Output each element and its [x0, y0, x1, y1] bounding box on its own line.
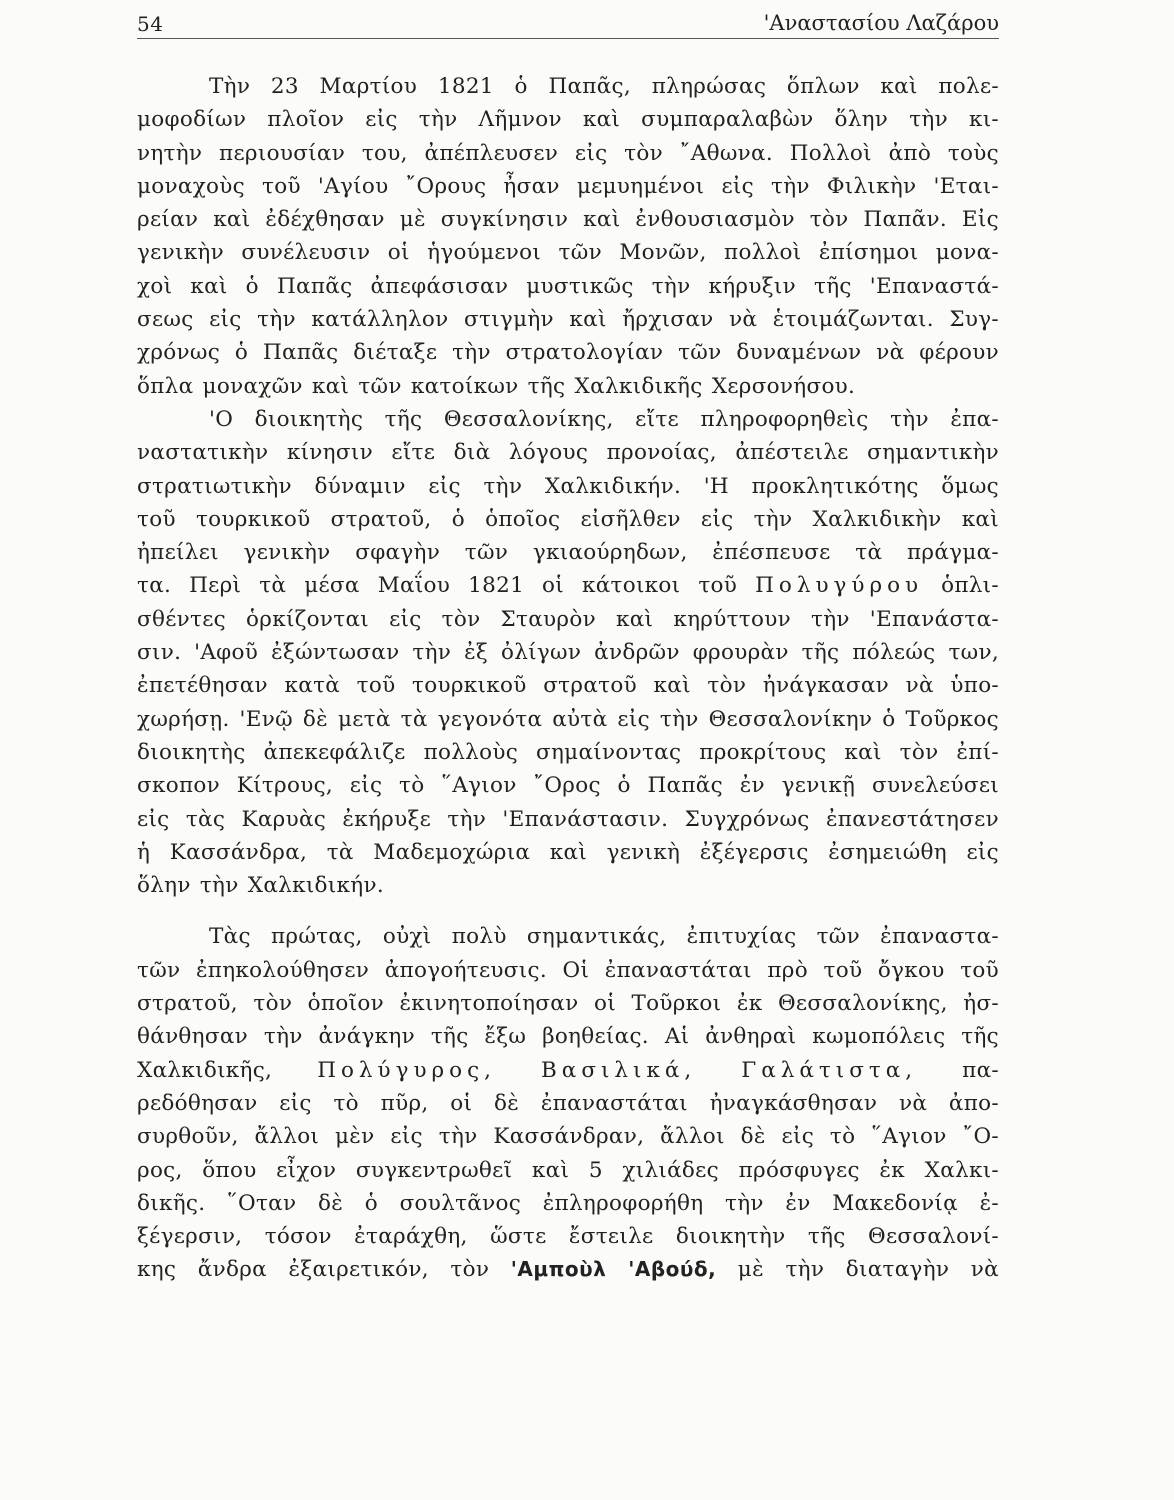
paragraph-2 — [137, 403, 999, 902]
text-segment: κης ἄνδρα ἐξαιρετικόν, τὸν — [137, 1257, 490, 1283]
text-line: ξέγερσιν, τόσον ἐταράχθη, ὥστε ἔστειλε διοικητὴν τῆς Θεσσαλονί- — [137, 1224, 999, 1250]
text-line: στρατοῦ, τὸν ὁποῖον ἐκινητοποίησαν οἱ Τοῦρκοι ἐκ Θεσσαλονίκης, ἠσ- — [137, 991, 999, 1017]
text-segment: ὁπλι- — [941, 573, 999, 599]
text-line: ναστατικὴν κίνησιν εἴτε διὰ λόγους προνοίας, ἀπέστειλε σημαντικὴν — [137, 440, 999, 466]
text-line: ἡ Κασσάνδρα, τὰ Μαδεμοχώρια καὶ γενικὴ ἐξέγερσις ἐσημειώθη εἰς — [137, 839, 999, 865]
text-line: Τὰς πρώτας, οὐχὶ πολὺ σημαντικάς, ἐπιτυχίας τῶν ἐπαναστα- — [209, 924, 999, 950]
text-line: σιν. 'Αφοῦ ἐξώντωσαν τὴν ἐξ ὀλίγων ἀνδρῶν φρουρὰν τῆς πόλεώς των, — [137, 640, 999, 666]
text-line: συρθοῦν, ἄλλοι μὲν εἰς τὴν Κασσάνδραν, ἄλλοι δὲ εἰς τὸ ῞Αγιον ῎Ο- — [137, 1124, 999, 1150]
text-line: ἐπετέθησαν κατὰ τοῦ τουρκικοῦ στρατοῦ καὶ τὸν ἠνάγκασαν νὰ ὑπο- — [137, 673, 999, 699]
paragraph-1 — [137, 70, 999, 403]
text-line: ὅλην τὴν Χαλκιδικήν. — [137, 873, 384, 899]
text-line: χωρήσῃ. 'Ενῷ δὲ μετὰ τὰ γεγονότα αὐτὰ εἰς τὴν Θεσσαλονίκην ὁ Τοῦρκος — [137, 706, 999, 732]
text-line: μοφοδίων πλοῖον εἰς τὴν Λῆμνον καὶ συμπαραλαβὼν ὅλην τὴν κι- — [137, 107, 999, 133]
running-head: 'Αναστασίου Λαζάρου — [763, 11, 999, 35]
text-line: ρείαν καὶ ἐδέχθησαν μὲ συγκίνησιν καὶ ἐνθουσιασμὸν τὸν Παπᾶν. Εἰς — [137, 207, 999, 233]
text-segment: τα. Περὶ τὰ μέσα Μαΐου 1821 οἱ κάτοικοι τοῦ — [137, 573, 738, 599]
text-line — [137, 1253, 999, 1286]
text-segment: πα- — [962, 1057, 999, 1083]
text-line: εἰς τὰς Καρυὰς ἐκήρυξε τὴν 'Επανάστασιν. Συγχρόνως ἐπανεστάτησεν — [137, 806, 999, 832]
text-line: τῶν ἐπηκολούθησεν ἀπογοήτευσις. Οἱ ἐπαναστάται πρὸ τοῦ ὄγκου τοῦ — [137, 957, 999, 983]
text-line: δικῆς. ῞Οταν δὲ ὁ σουλτᾶνος ἐπληροφορήθη τὴν ἐν Μακεδονίᾳ ἐ- — [137, 1190, 999, 1216]
place-name-spaced: Πολυγύρου — [755, 573, 924, 599]
text-line: θάνθησαν τὴν ἀνάγκην τῆς ἔξω βοηθείας. Αἱ ἀνθηραὶ κωμοπόλεις τῆς — [137, 1024, 999, 1050]
page-number: 54 — [137, 12, 164, 36]
place-name-spaced: Πολύγυρος, — [317, 1057, 496, 1083]
text-line: σθέντες ὁρκίζονται εἰς τὸν Σταυρὸν καὶ κηρύττουν τὴν 'Επανάστα- — [137, 606, 999, 632]
text-line — [137, 1054, 999, 1087]
text-line — [137, 569, 999, 602]
person-name-bold: 'Αμποὺλ 'Αβούδ, — [510, 1257, 717, 1282]
text-line: χοὶ καὶ ὁ Παπᾶς ἀπεφάσισαν μυστικῶς τὴν κήρυξιν τῆς 'Επαναστά- — [137, 273, 999, 299]
text-segment: Χαλκιδικῆς, — [137, 1057, 273, 1083]
place-name-spaced: Γαλάτιστα, — [741, 1057, 918, 1083]
paragraph-gap — [137, 902, 999, 920]
text-line: διοικητὴς ἀπεκεφάλιζε πολλοὺς σημαίνοντας προκρίτους καὶ τὸν ἐπί- — [137, 739, 999, 765]
body-text — [137, 70, 999, 1287]
text-line: νητὴν περιουσίαν του, ἀπέπλευσεν εἰς τὸν ῎Αθωνα. Πολλοὶ ἀπὸ τοὺς — [137, 140, 999, 166]
text-line: στρατιωτικὴν δύναμιν εἰς τὴν Χαλκιδικήν. 'Η προκλητικότης ὅμως — [137, 473, 999, 499]
text-line: 'Ο διοικητὴς τῆς Θεσσαλονίκης, εἴτε πληροφορηθεὶς τὴν ἐπα- — [209, 406, 999, 432]
paragraph-3 — [137, 920, 999, 1286]
text-line: γενικὴν συνέλευσιν οἱ ἡγούμενοι τῶν Μονῶν, πολλοὶ ἐπίσημοι μονα- — [137, 240, 999, 266]
text-line: τοῦ τουρκικοῦ στρατοῦ, ὁ ὁποῖος εἰσῆλθεν εἰς τὴν Χαλκιδικὴν καὶ — [137, 506, 999, 532]
text-line: Τὴν 23 Μαρτίου 1821 ὁ Παπᾶς, πληρώσας ὅπλων καὶ πολε- — [209, 74, 999, 99]
text-line: ὅπλα μοναχῶν καὶ τῶν κατοίκων τῆς Χαλκιδικῆς Χερσονήσου. — [137, 373, 856, 399]
text-line: ρεδόθησαν εἰς τὸ πῦρ, οἱ δὲ ἐπαναστάται ἠναγκάσθησαν νὰ ἀπο- — [137, 1090, 999, 1116]
text-line: χρόνως ὁ Παπᾶς διέταξε τὴν στρατολογίαν τῶν δυναμένων νὰ φέρουν — [137, 340, 999, 366]
text-line: ἠπείλει γενικὴν σφαγὴν τῶν γκιαούρηδων, ἐπέσπευσε τὰ πράγμα- — [137, 540, 999, 566]
text-line: ρος, ὅπου εἶχον συγκεντρωθεῖ καὶ 5 χιλιάδες πρόσφυγες ἐκ Χαλκι- — [137, 1157, 999, 1183]
text-segment: μὲ τὴν διαταγὴν νὰ — [737, 1257, 1000, 1283]
text-line: μοναχοὺς τοῦ 'Αγίου ῎Ορους ἦσαν μεμυημένοι εἰς τὴν Φιλικὴν 'Εται- — [137, 173, 999, 199]
text-line: σεως εἰς τὴν κατάλληλον στιγμὴν καὶ ἤρχισαν νὰ ἑτοιμάζωνται. Συγ- — [137, 307, 999, 333]
text-line: σκοπον Κίτρους, εἰς τὸ ῞Αγιον ῎Ορος ὁ Παπᾶς ἐν γενικῇ συνελεύσει — [137, 773, 999, 799]
page-header — [137, 8, 999, 39]
place-name-spaced: Βασιλικά, — [541, 1057, 697, 1083]
